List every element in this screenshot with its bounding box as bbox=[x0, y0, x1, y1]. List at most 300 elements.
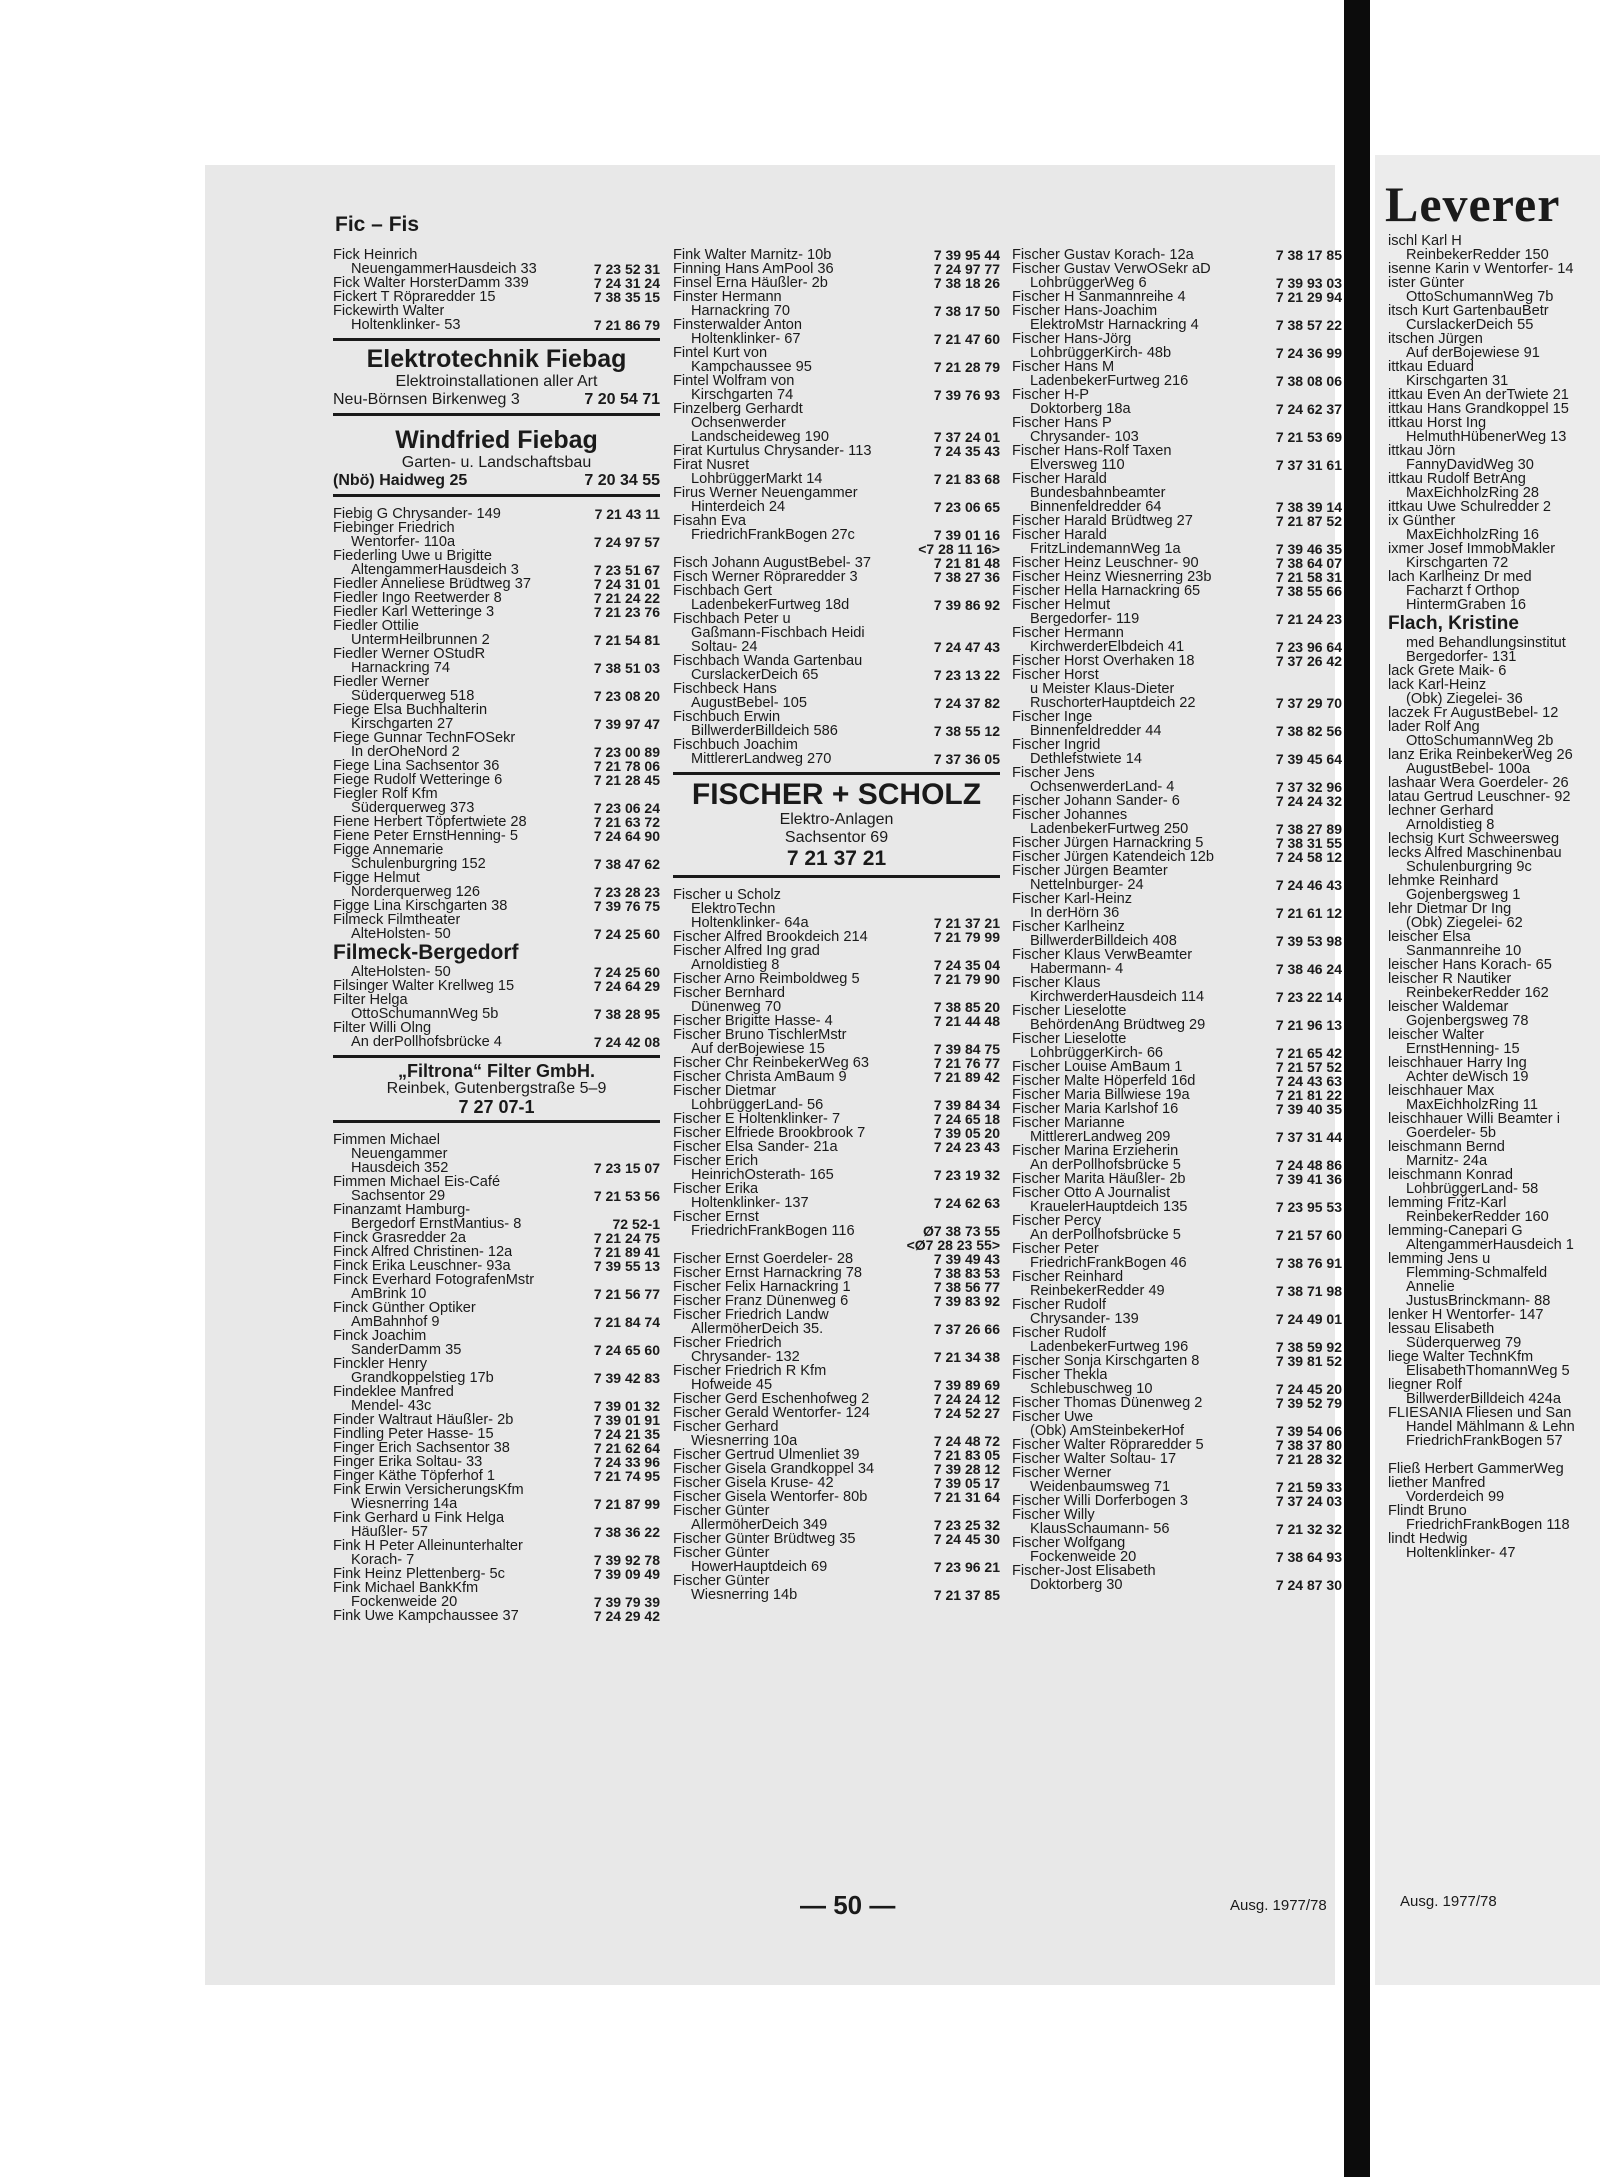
entry-phone: 7 24 37 82 bbox=[933, 695, 1000, 711]
directory-entry: JustusBrinckmann- 88 bbox=[1406, 1293, 1551, 1309]
directory-entry bbox=[673, 1294, 1000, 1308]
entry-name: Schulenburgring 152 bbox=[351, 857, 486, 871]
directory-entry bbox=[333, 1399, 660, 1413]
directory-entry bbox=[333, 521, 660, 535]
entry-phone: 7 21 37 21 bbox=[933, 915, 1000, 931]
entry-name: Gaßmann-Fischbach Heidi bbox=[691, 626, 865, 640]
directory-entry: ittkau Jörn bbox=[1388, 443, 1456, 459]
directory-entry: lindt Hedwig bbox=[1388, 1531, 1468, 1547]
entry-name: Fischer Friedrich R Kfm bbox=[673, 1364, 827, 1378]
directory-entry bbox=[673, 916, 1000, 930]
directory-entry bbox=[333, 979, 660, 993]
directory-entry bbox=[673, 888, 1000, 902]
directory-entry: lashaar Wera Goerdeler- 26 bbox=[1388, 775, 1569, 791]
entry-phone: 7 24 45 20 bbox=[1275, 1381, 1342, 1397]
entry-phone: 7 24 97 77 bbox=[933, 261, 1000, 277]
directory-entry: lenker H Wentorfer- 147 bbox=[1388, 1307, 1544, 1323]
directory-entry bbox=[1012, 906, 1342, 920]
entry-name: Mendel- 43c bbox=[351, 1399, 432, 1413]
entry-phone: 7 21 54 81 bbox=[593, 632, 660, 648]
entry-phone: 7 39 40 35 bbox=[1275, 1101, 1342, 1117]
entry-name: AlteHolsten- 50 bbox=[351, 927, 451, 941]
directory-entry: itsch Kurt GartenbauBetr bbox=[1388, 303, 1549, 319]
entry-phone: 7 21 53 56 bbox=[593, 1188, 660, 1204]
directory-entry bbox=[333, 1427, 660, 1441]
entry-phone: 7 21 23 76 bbox=[593, 604, 660, 620]
entry-phone: 7 23 52 31 bbox=[593, 261, 660, 277]
directory-entry bbox=[333, 1581, 660, 1595]
entry-name: Fiedler Werner OStudR bbox=[333, 647, 486, 661]
entry-phone: 7 21 83 05 bbox=[933, 1447, 1000, 1463]
directory-entry bbox=[333, 1161, 660, 1175]
directory-entry: ReinbekerRedder 160 bbox=[1406, 1209, 1549, 1225]
entry-phone: 7 37 26 66 bbox=[933, 1321, 1000, 1337]
entry-name: Fischer Percy bbox=[1012, 1214, 1102, 1228]
entry-name: Fischer Jürgen Harnackring 5 bbox=[1012, 836, 1204, 850]
directory-entry bbox=[333, 318, 660, 332]
entry-name: u Meister Klaus-Dieter bbox=[1030, 682, 1175, 696]
directory-entry bbox=[673, 668, 1000, 682]
entry-name: SanderDamm 35 bbox=[351, 1343, 462, 1357]
entry-name: An derPollhofsbrücke 5 bbox=[1030, 1228, 1181, 1242]
entry-phone: 7 39 76 75 bbox=[593, 898, 660, 914]
directory-entry bbox=[673, 944, 1000, 958]
directory-entry: leischhauer Harry Ing bbox=[1388, 1055, 1527, 1071]
entry-name: Fink Walter Marnitz- 10b bbox=[673, 248, 832, 262]
directory-entry: laczek Fr AugustBebel- 12 bbox=[1388, 705, 1559, 721]
entry-phone: 7 24 49 01 bbox=[1275, 1311, 1342, 1327]
directory-entry: Arnoldistieg 8 bbox=[1406, 817, 1495, 833]
entry-name: Fischer Ingrid bbox=[1012, 738, 1101, 752]
directory-entry bbox=[1012, 262, 1342, 276]
entry-name: Fischer Heinz Leuschner- 90 bbox=[1012, 556, 1199, 570]
directory-entry bbox=[333, 507, 660, 521]
entry-phone: 7 21 32 32 bbox=[1275, 1521, 1342, 1537]
directory-entry: FriedrichFrankBogen 118 bbox=[1406, 1517, 1570, 1533]
entry-phone: 7 38 64 07 bbox=[1275, 555, 1342, 571]
entry-phone: 7 38 64 93 bbox=[1275, 1549, 1342, 1565]
entry-name: Finzelberg Gerhardt bbox=[673, 402, 803, 416]
directory-entry bbox=[333, 1301, 660, 1315]
entry-phone: 7 38 17 50 bbox=[933, 303, 1000, 319]
entry-name: Fischer u Scholz bbox=[673, 888, 781, 902]
column-1 bbox=[333, 248, 660, 1623]
entry-name: Fiene Herbert Töpfertwiete 28 bbox=[333, 815, 527, 829]
directory-entry bbox=[1012, 836, 1342, 850]
entry-name: Fischer H-P bbox=[1012, 388, 1090, 402]
entry-name: Finger Erika Soltau- 33 bbox=[333, 1455, 483, 1469]
entry-phone: 7 24 35 04 bbox=[933, 957, 1000, 973]
page-number: — 50 — bbox=[800, 1890, 896, 1920]
directory-entry: MaxEichholzRing 28 bbox=[1406, 485, 1540, 501]
directory-entry bbox=[1388, 1448, 1600, 1462]
directory-entry bbox=[673, 986, 1000, 1000]
entry-name: Fischer Walter Röpraredder 5 bbox=[1012, 1438, 1204, 1452]
entry-name: Holtenklinker- 64a bbox=[691, 916, 809, 930]
entry-name: Norderquerweg 126 bbox=[351, 885, 480, 899]
directory-entry bbox=[333, 1441, 660, 1455]
right-edition-label: Ausg. 1977/78 bbox=[1400, 1893, 1497, 1910]
entry-name: Fischer Bruno TischlerMstr bbox=[673, 1028, 847, 1042]
entry-name: Fischer Gisela Grandkoppel 34 bbox=[673, 1462, 875, 1476]
entry-name: Fischer Günter bbox=[673, 1574, 770, 1588]
directory-entry: Gojenbergsweg 78 bbox=[1406, 1013, 1529, 1029]
entry-name: Fiege Gunnar TechnFOSekr bbox=[333, 731, 516, 745]
ad-elektrotechnik-fiebag bbox=[333, 338, 660, 416]
directory-entry bbox=[333, 262, 660, 276]
entry-phone: 7 21 76 77 bbox=[933, 1055, 1000, 1071]
directory-entry bbox=[333, 304, 660, 318]
directory-entry bbox=[333, 276, 660, 290]
directory-entry: (Obk) Ziegelei- 62 bbox=[1406, 915, 1523, 931]
ad-title: Windfried Fiebag bbox=[395, 426, 598, 454]
entry-name: Süderquerweg 373 bbox=[351, 801, 475, 815]
directory-entry bbox=[333, 248, 660, 262]
directory-entry bbox=[1012, 626, 1342, 640]
directory-entry: ErnstHenning- 15 bbox=[1406, 1041, 1520, 1057]
entry-phone: 7 23 95 53 bbox=[1275, 1199, 1342, 1215]
directory-entry: Auf derBojewiese 91 bbox=[1406, 345, 1540, 361]
directory-entry bbox=[1012, 808, 1342, 822]
directory-entry bbox=[1012, 1480, 1342, 1494]
directory-entry bbox=[1012, 500, 1342, 514]
entry-name: LadenbekerFurtweg 250 bbox=[1030, 822, 1189, 836]
entry-phone: 7 38 27 36 bbox=[933, 569, 1000, 585]
entry-name: Kirschgarten 27 bbox=[351, 717, 454, 731]
directory-entry: Holtenklinker- 47 bbox=[1406, 1545, 1516, 1560]
ad-address: Reinbek, Gutenbergstraße 5–9 bbox=[386, 1080, 607, 1097]
entry-phone: 7 37 24 01 bbox=[933, 429, 1000, 445]
entry-phone: 7 21 61 12 bbox=[1275, 905, 1342, 921]
directory-entry bbox=[673, 304, 1000, 318]
entry-name: Fick Walter HorsterDamm 339 bbox=[333, 276, 529, 290]
entry-name: Fiedler Anneliese Brüdtweg 37 bbox=[333, 577, 531, 591]
entry-name: BillwerderBilldeich 586 bbox=[691, 724, 838, 738]
entry-name: Fischbuch Joachim bbox=[673, 738, 798, 752]
directory-entry: lechsig Kurt Schweersweg bbox=[1388, 831, 1560, 847]
entry-phone: 7 21 63 72 bbox=[593, 814, 660, 830]
entry-phone: 7 21 74 95 bbox=[593, 1468, 660, 1484]
entry-name: Fischer Friedrich bbox=[673, 1336, 782, 1350]
entry-phone: 7 39 41 36 bbox=[1275, 1171, 1342, 1187]
entry-phone: 7 21 43 11 bbox=[594, 506, 660, 522]
entry-name: Harnackring 70 bbox=[691, 304, 790, 318]
entry-name: Holtenklinker- 53 bbox=[351, 318, 461, 332]
entry-name: Findling Peter Hasse- 15 bbox=[333, 1427, 494, 1441]
entry-name: Fischer Uwe bbox=[1012, 1410, 1094, 1424]
directory-entry bbox=[673, 1224, 1000, 1238]
directory-entry bbox=[333, 1147, 660, 1161]
entry-phone: 7 21 87 99 bbox=[593, 1496, 660, 1512]
directory-entry: MaxEichholzRing 11 bbox=[1406, 1097, 1538, 1113]
entry-phone: 7 39 05 17 bbox=[933, 1475, 1000, 1491]
entry-phone: 7 38 76 91 bbox=[1275, 1255, 1342, 1271]
entry-name: Ochsenwerder bbox=[691, 416, 786, 430]
entry-phone: <Ø7 28 23 55> bbox=[906, 1237, 1000, 1253]
entry-name: Fischer Johann Sander- 6 bbox=[1012, 794, 1180, 808]
directory-entry bbox=[1012, 570, 1342, 584]
entry-name: Finster Hermann bbox=[673, 290, 782, 304]
directory-entry bbox=[673, 1182, 1000, 1196]
entry-phone: 7 21 24 22 bbox=[593, 590, 660, 606]
directory-entry bbox=[333, 899, 660, 913]
directory-entry: lader Rolf Ang bbox=[1388, 719, 1480, 735]
directory-entry bbox=[1012, 290, 1342, 304]
directory-entry bbox=[333, 290, 660, 304]
entry-name: Fischer Gisela Wentorfer- 80b bbox=[673, 1490, 868, 1504]
entry-name: Fiedler Ingo Reetwerder 8 bbox=[333, 591, 502, 605]
entry-name: MittlererLandweg 209 bbox=[1030, 1130, 1171, 1144]
entry-name: Fischer Gisela Kruse- 42 bbox=[673, 1476, 834, 1490]
directory-entry bbox=[1012, 346, 1342, 360]
directory-entry bbox=[673, 346, 1000, 360]
entry-phone: 7 37 29 70 bbox=[1275, 695, 1342, 711]
directory-entry: lach Karlheinz Dr med bbox=[1388, 569, 1532, 585]
directory-entry: Süderquerweg 79 bbox=[1406, 1335, 1522, 1351]
entry-name: Fiebig G Chrysander- 149 bbox=[333, 507, 501, 521]
entry-phone: 7 39 05 20 bbox=[933, 1125, 1000, 1141]
entry-name: Fischer Jürgen Beamter bbox=[1012, 864, 1168, 878]
directory-entry: FLIESANIA Fliesen und San bbox=[1388, 1405, 1572, 1421]
entry-phone: 7 37 26 42 bbox=[1275, 653, 1342, 669]
directory-entry bbox=[673, 752, 1000, 766]
entry-name: Korach- 7 bbox=[351, 1553, 415, 1567]
entry-phone: 7 38 18 26 bbox=[933, 275, 1000, 291]
entry-phone: 7 23 08 20 bbox=[593, 688, 660, 704]
directory-entry bbox=[673, 542, 1000, 556]
directory-entry bbox=[333, 1385, 660, 1399]
directory-entry bbox=[1012, 332, 1342, 346]
entry-name: Fischer Willi Dorferbogen 3 bbox=[1012, 1494, 1188, 1508]
entry-name: Fischer Ernst bbox=[673, 1210, 759, 1224]
directory-entry bbox=[333, 549, 660, 563]
directory-entry bbox=[1012, 892, 1342, 906]
entry-name: FritzLindemannWeg 1a bbox=[1030, 542, 1181, 556]
entry-name: Finger Käthe Töpferhof 1 bbox=[333, 1469, 495, 1483]
entry-name: Fischer Inge bbox=[1012, 710, 1093, 724]
entry-name: LohbrüggerKirch- 66 bbox=[1030, 1046, 1164, 1060]
entry-phone: 7 24 52 27 bbox=[933, 1405, 1000, 1421]
entry-name: Nettelnburger- 24 bbox=[1030, 878, 1144, 892]
directory-entry bbox=[333, 1133, 660, 1147]
directory-entry bbox=[1012, 1508, 1342, 1522]
directory-entry bbox=[333, 689, 660, 703]
directory-entry bbox=[1012, 1130, 1342, 1144]
entry-name: Fischer Alfred Brookdeich 214 bbox=[673, 930, 868, 944]
entry-name: Fischbach Gert bbox=[673, 584, 772, 598]
entry-name: Fischer Marita Häußler- 2b bbox=[1012, 1172, 1186, 1186]
entry-phone: 7 24 36 99 bbox=[1275, 345, 1342, 361]
entry-name: Hofweide 45 bbox=[691, 1378, 773, 1392]
directory-entry: lehmke Reinhard bbox=[1388, 873, 1499, 889]
entry-phone: 7 21 47 60 bbox=[933, 331, 1000, 347]
entry-name: Finck Alfred Christinen- 12a bbox=[333, 1245, 513, 1259]
entry-name: Binnenfeldredder 44 bbox=[1030, 724, 1162, 738]
entry-name: Fischer Sonja Kirschgarten 8 bbox=[1012, 1354, 1200, 1368]
directory-entry bbox=[333, 759, 660, 773]
directory-entry bbox=[1012, 1298, 1342, 1312]
directory-entry: AugustBebel- 100a bbox=[1406, 761, 1531, 777]
entry-name: Habermann- 4 bbox=[1030, 962, 1124, 976]
entry-name: Fiege Elsa Buchhalterin bbox=[333, 703, 488, 717]
entry-name: Fischer Harald bbox=[1012, 472, 1107, 486]
directory-entry bbox=[673, 1252, 1000, 1266]
directory-entry: lack Grete Maik- 6 bbox=[1388, 663, 1507, 679]
entry-name: Fischer Werner bbox=[1012, 1466, 1112, 1480]
entry-name: Doktorberg 30 bbox=[1030, 1578, 1123, 1592]
entry-name: Fischer Jens bbox=[1012, 766, 1095, 780]
entry-phone: 7 39 42 83 bbox=[593, 1370, 660, 1386]
directory-entry: leischmann Bernd bbox=[1388, 1139, 1505, 1155]
entry-name: Wiesnerring 10a bbox=[691, 1434, 798, 1448]
directory-entry bbox=[1012, 1550, 1342, 1564]
entry-phone: 7 21 96 13 bbox=[1275, 1017, 1342, 1033]
directory-entry bbox=[1012, 556, 1342, 570]
directory-entry bbox=[1012, 1354, 1342, 1368]
entry-name: Fischer Willy bbox=[1012, 1508, 1095, 1522]
entry-name: Finanzamt Hamburg- bbox=[333, 1203, 471, 1217]
directory-entry bbox=[673, 1070, 1000, 1084]
entry-phone: 7 38 85 20 bbox=[933, 999, 1000, 1015]
directory-entry bbox=[673, 724, 1000, 738]
directory-entry bbox=[673, 902, 1000, 916]
entry-phone: 7 24 65 18 bbox=[933, 1111, 1000, 1127]
directory-entry bbox=[1012, 990, 1342, 1004]
directory-entry bbox=[333, 535, 660, 549]
directory-entry: Gojenbergsweg 1 bbox=[1406, 887, 1521, 903]
entry-name: An derPollhofsbrücke 4 bbox=[351, 1035, 502, 1049]
directory-entry bbox=[333, 1021, 660, 1035]
directory-entry bbox=[673, 472, 1000, 486]
entry-phone: 7 38 39 14 bbox=[1275, 499, 1342, 515]
directory-entry: itschen Jürgen bbox=[1388, 331, 1483, 347]
entry-name: Fischbach Peter u bbox=[673, 612, 791, 626]
entry-name: Fischer Klaus bbox=[1012, 976, 1101, 990]
entry-phone: 7 39 01 32 bbox=[593, 1398, 660, 1414]
directory-entry: Handel Mählmann & Lehn bbox=[1406, 1419, 1575, 1435]
directory-entry: Flindt Bruno bbox=[1388, 1503, 1467, 1519]
directory-entry bbox=[673, 1490, 1000, 1504]
directory-entry: leischer Hans Korach- 65 bbox=[1388, 957, 1552, 973]
directory-entry bbox=[673, 402, 1000, 416]
directory-entry: Goerdeler- 5b bbox=[1406, 1125, 1497, 1141]
directory-entry: ReinbekerRedder 150 bbox=[1406, 247, 1549, 263]
ad-title: Elektrotechnik Fiebag bbox=[366, 345, 627, 373]
directory-entry bbox=[1012, 1270, 1342, 1284]
directory-entry bbox=[673, 1210, 1000, 1224]
directory-entry bbox=[1012, 1424, 1342, 1438]
entry-name: Bundesbahnbeamter bbox=[1030, 486, 1166, 500]
entry-name: Elversweg 110 bbox=[1030, 458, 1125, 472]
directory-entry bbox=[673, 1378, 1000, 1392]
directory-entry bbox=[1012, 1438, 1342, 1452]
entry-phone: 7 24 31 01 bbox=[593, 576, 660, 592]
directory-entry bbox=[333, 1217, 660, 1231]
directory-entry bbox=[673, 290, 1000, 304]
directory-entry bbox=[673, 1084, 1000, 1098]
ad-subtitle: Elektroinstallationen aller Art bbox=[395, 373, 598, 390]
directory-entry: leischer Walter bbox=[1388, 1027, 1484, 1043]
directory-entry bbox=[1012, 1396, 1342, 1410]
entry-phone: 7 38 46 24 bbox=[1275, 961, 1342, 977]
directory-entry bbox=[1012, 752, 1342, 766]
directory-entry bbox=[1012, 1172, 1342, 1186]
directory-entry: AltengammerHausdeich 1 bbox=[1406, 1237, 1574, 1253]
entry-phone: 7 21 62 64 bbox=[593, 1440, 660, 1456]
entry-phone: 7 39 01 91 bbox=[593, 1412, 660, 1428]
entry-name: Finsterwalder Anton bbox=[673, 318, 802, 332]
entry-name: Fischer Chr ReinbekerWeg 63 bbox=[673, 1056, 870, 1070]
entry-phone: 7 21 37 85 bbox=[933, 1587, 1000, 1603]
entry-name: Fischer Gerd Eschenhofweg 2 bbox=[673, 1392, 870, 1406]
entry-name: Finck Everhard FotografenMstr bbox=[333, 1273, 535, 1287]
directory-entry bbox=[333, 1175, 660, 1189]
entry-phone: 7 21 28 32 bbox=[1275, 1451, 1342, 1467]
entry-name: Chrysander- 132 bbox=[691, 1350, 800, 1364]
entry-phone: 7 21 79 90 bbox=[933, 971, 1000, 987]
directory-entry bbox=[673, 930, 1000, 944]
ad-phone: 7 21 37 21 bbox=[786, 847, 887, 870]
entry-name: Fiege Lina Sachsentor 36 bbox=[333, 759, 500, 773]
directory-entry: ittkau Even An derTwiete 21 bbox=[1388, 387, 1569, 403]
entry-name: Figge Lina Kirschgarten 38 bbox=[333, 899, 508, 913]
entry-name: Finck Erika Leuschner- 93a bbox=[333, 1259, 511, 1273]
entry-phone: 7 39 93 03 bbox=[1275, 275, 1342, 291]
entry-phone: 7 24 31 24 bbox=[593, 275, 660, 291]
entry-name: Figge Helmut bbox=[333, 871, 420, 885]
entry-name: RuschorterHauptdeich 22 bbox=[1030, 696, 1196, 710]
entry-phone: 7 23 51 67 bbox=[593, 562, 660, 578]
directory-entry bbox=[1012, 1312, 1342, 1326]
directory-entry bbox=[1012, 920, 1342, 934]
entry-name: Finck Joachim bbox=[333, 1329, 427, 1343]
entry-name: Fickewirth Walter bbox=[333, 304, 445, 318]
entry-name: Süderquerweg 518 bbox=[351, 689, 475, 703]
directory-entry bbox=[333, 1007, 660, 1021]
directory-entry bbox=[1012, 710, 1342, 724]
ad-subtitle: Garten- u. Landschaftsbau bbox=[401, 454, 592, 471]
entry-phone: 7 24 48 72 bbox=[933, 1433, 1000, 1449]
entry-phone: 7 21 28 79 bbox=[933, 359, 1000, 375]
entry-phone: 7 37 31 61 bbox=[1275, 457, 1342, 473]
entry-name: Fischer Günter bbox=[673, 1546, 770, 1560]
entry-phone: 7 24 25 60 bbox=[593, 926, 660, 942]
entry-name: Fink Heinz Plettenberg- 5c bbox=[333, 1567, 505, 1581]
entry-name: (Obk) AmSteinbekerHof bbox=[1030, 1424, 1185, 1438]
entry-name: Fischer Günter bbox=[673, 1504, 770, 1518]
entry-phone: 7 21 57 52 bbox=[1275, 1059, 1342, 1075]
entry-name: Dethlefstwiete 14 bbox=[1030, 752, 1142, 766]
directory-entry: OttoSchumannWeg 7b bbox=[1406, 289, 1554, 305]
entry-phone: <7 28 11 16> bbox=[918, 541, 1000, 557]
directory-entry bbox=[673, 1238, 1000, 1252]
directory-entry bbox=[1012, 1144, 1342, 1158]
directory-entry bbox=[673, 1168, 1000, 1182]
directory-entry bbox=[673, 1448, 1000, 1462]
directory-entry: liegner Rolf bbox=[1388, 1377, 1462, 1393]
directory-entry bbox=[673, 570, 1000, 584]
entry-name: Fischer Elfriede Brookbrook 7 bbox=[673, 1126, 866, 1140]
directory-entry bbox=[673, 248, 1000, 262]
entry-name: AllermöherDeich 35. bbox=[691, 1322, 824, 1336]
directory-entry: FriedrichFrankBogen 57 bbox=[1406, 1433, 1563, 1449]
entry-phone: 7 24 33 96 bbox=[593, 1454, 660, 1470]
entry-name: Fischer H Sanmannreihe 4 bbox=[1012, 290, 1186, 304]
directory-entry bbox=[1012, 472, 1342, 486]
directory-entry bbox=[333, 1357, 660, 1371]
entry-name: Fischer Hans-Joachim bbox=[1012, 304, 1158, 318]
directory-entry bbox=[1012, 1340, 1342, 1354]
